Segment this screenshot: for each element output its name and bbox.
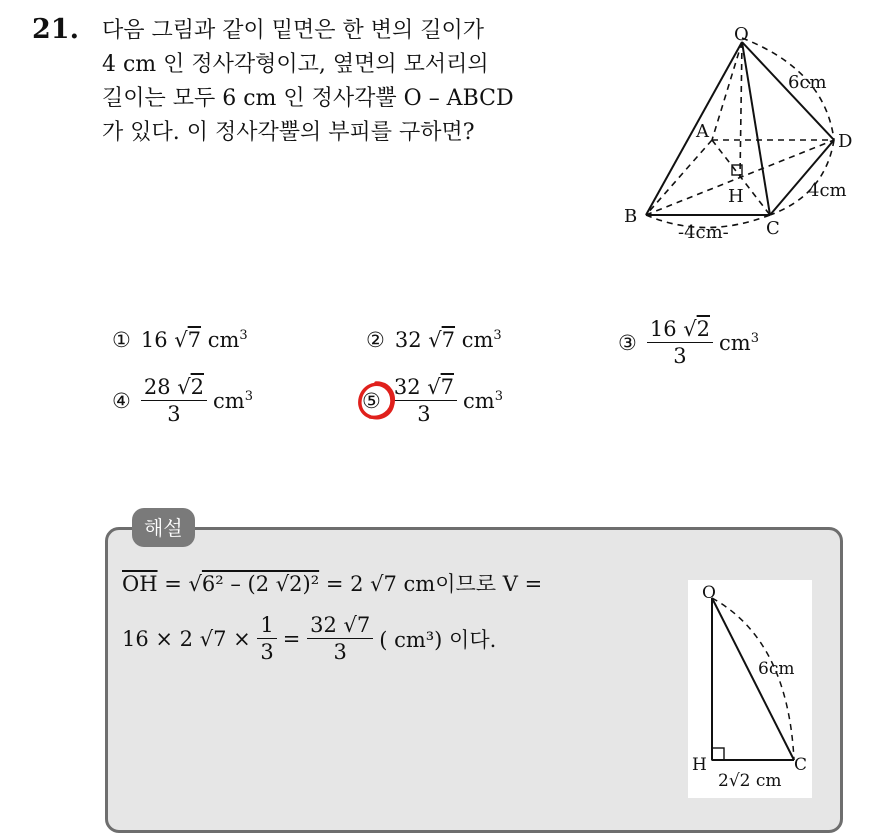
sqrt-expression: √6² – (2 √2)² — [188, 572, 320, 596]
choice-fraction: $\frac{16 √2}{3}$ — [647, 316, 713, 369]
solution-line-1 — [122, 568, 542, 598]
label-c-2: C — [794, 755, 808, 775]
label-h-2: H — [692, 755, 707, 775]
choice-number: ④ — [112, 388, 131, 413]
label-o: O — [734, 24, 749, 45]
answer-circle-mark — [354, 379, 398, 423]
choice-unit: $cm^3$ — [463, 388, 503, 413]
label-a: A — [696, 121, 709, 142]
label-d: D — [838, 131, 853, 152]
choice-radicand: 7 — [187, 328, 202, 352]
question-line: 길이는 모두 6 cm 인 정사각뿔 O – ABCD — [102, 86, 514, 111]
choice-3[interactable] — [618, 316, 759, 369]
choice-unit: $cm^3$ — [207, 328, 248, 352]
choice-1[interactable] — [112, 328, 248, 352]
question-line: 다음 그림과 같이 밑면은 한 변의 길이가 — [102, 18, 484, 43]
fraction-volume: $\frac{32 √7}{3}$ — [307, 612, 373, 665]
solution-result: = 2 √7 cm이므로 V = — [325, 572, 543, 596]
right-triangle-figure — [688, 580, 812, 798]
pyramid-figure — [620, 20, 860, 250]
sqrt-symbol: √ — [428, 328, 442, 352]
label-o-2: O — [702, 583, 716, 603]
choice-number: ② — [366, 328, 385, 352]
choice-5[interactable] — [362, 374, 503, 427]
question-line: 가 있다. 이 정사각뿔의 부피를 구하면? — [102, 120, 475, 145]
choice-coefficient: 32 — [394, 328, 422, 352]
choice-number: ① — [112, 328, 131, 352]
solution-line-2 — [122, 612, 496, 665]
solution-tag: 해설 — [132, 508, 195, 547]
question-line: 4 cm 인 정사각형이고, 옆면의 모서리의 — [102, 52, 489, 77]
label-base-2root2: 2√2 cm — [718, 771, 782, 791]
sqrt-symbol: √ — [174, 328, 188, 352]
choice-unit: $cm^3$ — [719, 330, 759, 355]
edge-ab — [646, 140, 712, 215]
equals-sign: = — [282, 626, 301, 651]
label-edge-6cm: 6cm — [788, 72, 827, 93]
solution-lhs: 16 × 2 √7 × — [122, 626, 251, 651]
fraction-one-third: $\frac{1}{3}$ — [257, 612, 276, 665]
choice-4[interactable] — [112, 374, 253, 427]
label-b: B — [624, 206, 638, 227]
solution-tail: ( cm³) 이다. — [379, 627, 497, 652]
question-number: 21. — [32, 14, 79, 45]
segment-oh: $\overline{OH}$ — [122, 572, 158, 596]
choice-fraction: $\frac{32 √7}{3}$ — [391, 374, 457, 427]
choice-radicand: 7 — [441, 328, 456, 352]
label-base-4cm: -4cm- — [678, 222, 729, 243]
choice-coefficient: 16 — [140, 328, 168, 352]
answer-choices — [112, 316, 852, 436]
choice-number: ⑤ — [362, 389, 381, 413]
label-hyp-6cm: 6cm — [758, 659, 795, 679]
equals-sign: = — [164, 572, 182, 596]
choice-unit: $cm^3$ — [213, 388, 253, 413]
choice-number: ③ — [618, 330, 637, 355]
label-h: H — [728, 186, 744, 207]
question-text — [102, 14, 592, 150]
choice-2[interactable] — [366, 328, 502, 352]
label-c: C — [766, 218, 780, 239]
choice-unit: $cm^3$ — [461, 328, 502, 352]
edge-cd — [770, 140, 834, 215]
edge-oa — [712, 42, 742, 140]
label-side-4cm: 4cm — [808, 180, 847, 201]
choice-fraction: $\frac{28 √2}{3}$ — [141, 374, 207, 427]
height-oh — [740, 42, 742, 177]
